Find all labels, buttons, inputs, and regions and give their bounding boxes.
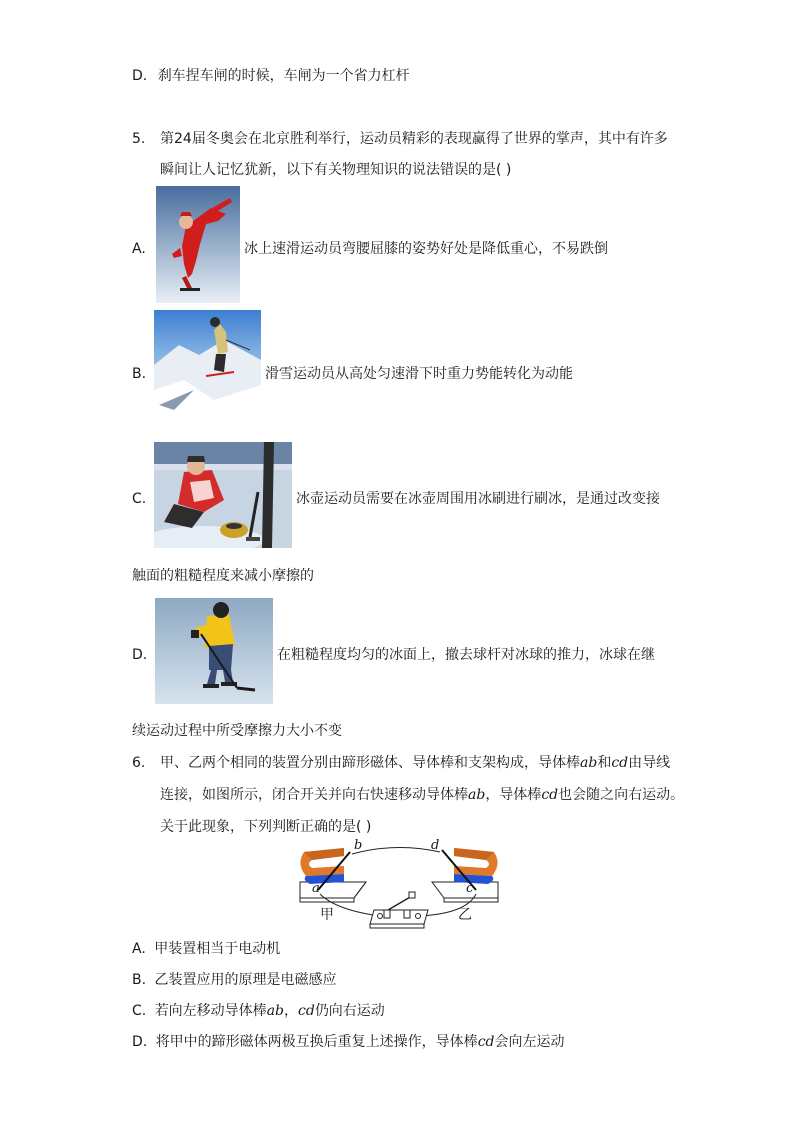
q4-option-d xyxy=(132,66,410,86)
option-text: 会向左运动 xyxy=(494,1034,565,1050)
question-5-stem xyxy=(132,129,668,149)
q6-option-b xyxy=(132,970,337,990)
stem-text: 甲、乙两个相同的装置分别由蹄形磁体、导体棒和支架构成，导体棒 xyxy=(160,755,580,771)
q5-option-b-letter: B. xyxy=(132,366,147,382)
option-text: 仍向右运动 xyxy=(314,1003,385,1019)
q5-option-d-text: 在粗糙程度均匀的冰面上，撤去球杆对冰球的推力，冰球在继 xyxy=(277,647,655,663)
option-letter: A. xyxy=(132,941,146,957)
rod-cd-label: cd xyxy=(298,1003,315,1019)
label-yi: 乙 xyxy=(458,907,472,923)
electromagnetic-apparatus-diagram xyxy=(296,838,502,936)
option-letter: D. xyxy=(132,68,148,84)
option-text: 刹车捏车闸的时候，车闸为一个省力杠杆 xyxy=(157,68,410,84)
stem-text: ，导体棒 xyxy=(485,787,542,803)
rod-ab-label: ab xyxy=(580,755,598,771)
q5-option-a-text: 冰上速滑运动员弯腰屈膝的姿势好处是降低重心，不易跌倒 xyxy=(244,241,608,257)
label-b: b xyxy=(354,838,363,853)
q5-option-a-letter: A. xyxy=(132,241,146,257)
label-c: c xyxy=(466,881,474,896)
q6-option-c xyxy=(132,1001,385,1021)
q5-option-c-text: 冰壶运动员需要在冰壶周围用冰刷进行刷冰，是通过改变接 xyxy=(296,491,660,507)
option-text: 乙装置应用的原理是电磁感应 xyxy=(154,972,337,988)
option-letter: B. xyxy=(132,972,147,988)
q5-option-d-letter: D. xyxy=(132,647,148,663)
question-6-stem-line-1 xyxy=(132,753,671,773)
rod-ab-label: ab xyxy=(266,1003,284,1019)
option-text: 将甲中的蹄形磁体两极互换后重复上述操作，导体棒 xyxy=(155,1034,478,1050)
rod-ab-label: ab xyxy=(468,787,486,803)
q5-option-b-text: 滑雪运动员从高处匀速滑下时重力势能转化为动能 xyxy=(265,366,573,382)
option-letter: C. xyxy=(132,1003,147,1019)
skier-photo xyxy=(154,310,261,429)
ice-hockey-photo xyxy=(155,598,273,704)
stem-text: 连接，如图所示，闭合开关并向右快速移动导体棒 xyxy=(160,787,468,803)
q6-option-a xyxy=(132,939,280,959)
option-letter: D. xyxy=(132,1034,148,1050)
label-jia: 甲 xyxy=(320,907,334,923)
stem-line-2: 瞬间让人记忆犹新，以下有关物理知识的说法错误的是( ) xyxy=(160,162,512,178)
rod-cd-label: cd xyxy=(541,787,559,803)
q5-option-c-letter: C. xyxy=(132,491,147,507)
q6-option-d xyxy=(132,1032,565,1052)
option-text: ， xyxy=(284,1003,298,1019)
label-d: d xyxy=(431,838,440,853)
question-number: 5. xyxy=(132,131,146,147)
option-text: 若向左移动导体棒 xyxy=(154,1003,267,1019)
stem-line-1: 第24届冬奥会在北京胜利举行，运动员精彩的表现赢得了世界的掌声，其中有许多 xyxy=(160,131,668,147)
question-6-stem-line-3: 关于此现象，下列判断正确的是( ) xyxy=(160,819,372,835)
speed-skater-photo xyxy=(156,186,240,303)
curler-photo xyxy=(154,442,292,548)
rod-cd-label: cd xyxy=(477,1034,495,1050)
stem-text: 由导线 xyxy=(628,755,671,771)
label-a: a xyxy=(312,881,320,896)
option-text: 甲装置相当于电动机 xyxy=(154,941,281,957)
rod-cd-label: cd xyxy=(611,755,629,771)
q5-option-c-continued: 触面的粗糙程度来减小摩擦的 xyxy=(132,568,314,584)
q5-option-d-continued: 续运动过程中所受摩擦力大小不变 xyxy=(132,723,342,739)
question-6-stem-line-2 xyxy=(160,785,684,805)
stem-text: 也会随之向右运动。 xyxy=(558,787,685,803)
question-number: 6. xyxy=(132,755,146,771)
stem-text: 和 xyxy=(597,755,612,771)
